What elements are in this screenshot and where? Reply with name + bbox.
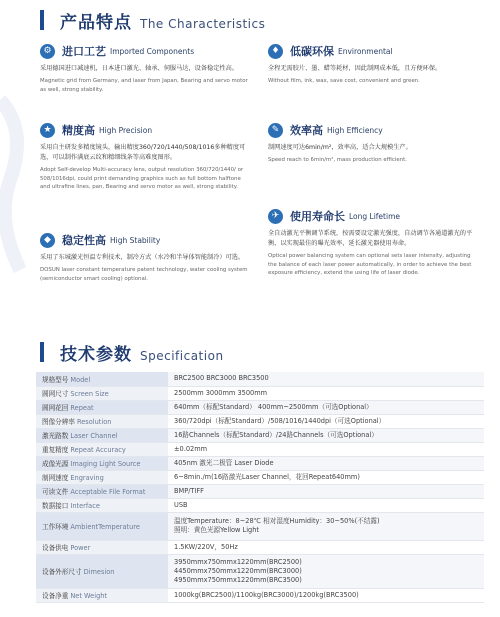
spec-value: 温度Temperature：8~28℃ 相对湿度Humidity：30~50%(不结露) 照明：黄色光源Yellow Light — [168, 512, 484, 540]
feature-lifetime — [268, 208, 478, 278]
spec-value: 6~8min./m(16路激光Laser Channel，花回Repeat640mm) — [168, 470, 484, 484]
spec-key-en: Interface — [70, 502, 100, 510]
spec-row — [36, 484, 484, 498]
spec-key-en: Power — [70, 544, 91, 552]
diamond-icon: ♦ — [268, 44, 283, 59]
spec-value: 405nm 激光二极管 Laser Diode — [168, 456, 484, 470]
specification-table — [36, 372, 484, 603]
spec-key-en: Net Weight — [70, 592, 108, 600]
spec-value: USB — [168, 498, 484, 512]
spec-row — [36, 512, 484, 540]
spec-row — [36, 498, 484, 512]
characteristics-title: 产品特点 — [60, 13, 132, 33]
spec-key — [36, 470, 168, 484]
feature-description: 制网速度可达6min/m²，效率高，适合大规模生产。 — [268, 144, 412, 151]
specification-subtitle: Specification — [140, 349, 224, 363]
spec-key-en: Repeat — [70, 404, 94, 412]
spec-key-en: Resolution — [76, 418, 112, 426]
spec-key-en: AmbientTemperature — [70, 523, 140, 531]
spec-key-zh: 规格型号 — [42, 375, 69, 384]
feature-stability — [40, 232, 252, 283]
spec-value: 3950mmx750mmx1220mm(BRC2500) 4450mmx750mmx1220mm(BRC3000) 4950mmx750mmx1220mm(BRC3500) — [168, 554, 484, 588]
feature-description-en: Magnetic grid from Germany, and laser from Japan, Bearing and servo motor as well, strong stability. — [40, 78, 248, 93]
spec-key-en: Dimesion — [83, 568, 115, 576]
specification-header — [40, 340, 224, 365]
spec-key — [36, 512, 168, 540]
specification-title: 技术参数 — [60, 345, 132, 365]
spec-key — [36, 498, 168, 512]
spec-row — [36, 554, 484, 588]
feature-description: 全自动激光平衡调节系统，按需要设定激光强度，自动调节各通道激光的平衡，以实现最佳的曝光效率，延长激光器使用寿命。 — [268, 230, 473, 247]
plane-icon: ✈ — [268, 209, 283, 224]
spec-key-zh: 设备外形尺寸 — [42, 568, 82, 576]
feature-description-en: DOSUN laser constant temperature patent technology, water cooling system (semiconductor smart cooling) optional. — [40, 267, 248, 282]
spec-key — [36, 540, 168, 554]
spec-key-en: Repeat Accuracy — [70, 446, 126, 454]
section-bar — [40, 342, 44, 362]
spec-key-zh: 设备供电 — [42, 544, 69, 552]
spec-row — [36, 400, 484, 414]
spec-key-zh: 激光路数 — [42, 432, 69, 440]
feature-description: 采用德国进口减速机，日本进口激光、轴承、伺服马达，设备稳定性高。 — [40, 65, 238, 72]
spec-row — [36, 372, 484, 386]
spec-row — [36, 414, 484, 428]
feature-title: 使用寿命长 — [290, 210, 345, 223]
spec-key-en: Screen Size — [70, 390, 109, 398]
section-bar — [40, 10, 44, 30]
spec-value: 2500mm 3000mm 3500mm — [168, 386, 484, 400]
spec-row — [36, 588, 484, 602]
spec-key — [36, 372, 168, 386]
feature-description: 采用了东城激光恒温专利技术，制冷方式（水冷和半导体智能制冷）可选。 — [40, 254, 245, 261]
feature-title: 稳定性高 — [62, 234, 106, 247]
spec-row — [36, 442, 484, 456]
spec-key-zh: 制网速度 — [42, 474, 69, 482]
feature-title-en: High Efficiency — [327, 125, 383, 135]
spec-key — [36, 442, 168, 456]
feature-environmental — [268, 43, 478, 86]
feature-description-en: Without film, ink, wax, save cost, convenient and green. — [268, 78, 420, 84]
spec-value: 1000kg(BRC2500)/1100kg(BRC3000)/1200kg(BRC3500) — [168, 588, 484, 602]
spec-value: BMP/TIFF — [168, 484, 484, 498]
spec-key-zh: 可读文件 — [42, 488, 69, 496]
spec-key-en: Laser Channel — [70, 432, 118, 440]
characteristics-header — [40, 8, 265, 33]
spec-key — [36, 456, 168, 470]
feature-description-en: Speed reach to 6min/m², mass production efficient. — [268, 157, 407, 163]
feature-description: 采用自主研发多精度镜头，输出精度360/720/1440/508/1016多种精度可选，可以制作满底云纹和精细线条等高难度图形。 — [40, 144, 246, 161]
characteristics-subtitle: The Characteristics — [140, 17, 266, 31]
spec-key — [36, 414, 168, 428]
feature-title-en: High Stability — [110, 235, 161, 245]
spec-row — [36, 386, 484, 400]
spec-value: 16路Channels（标配Standard）/24路Channels（可选Optional） — [168, 428, 484, 442]
spec-value: 640mm（标配Standard） 400mm~2500mm（可选Optional） — [168, 400, 484, 414]
feature-title-en: Long Lifetime — [349, 211, 400, 221]
feature-description-en: Optical power balancing system can optional sets laser intensity, adjusting the balance of each laser power automatically, in order to achieve the best exposure efficiency, extend the using life of laser diode. — [268, 253, 472, 277]
feature-description-en: Adopt Self-develop Multi-accuracy lens, output resolution 360/720/1440/ or 508/1016dpi, could print demanding graphics such as full bottom halftone and ultrafine lines, pan, Bearing and servo motor as well, strong stability. — [40, 167, 244, 191]
star-icon: ★ — [40, 123, 55, 138]
feature-imported — [40, 43, 252, 94]
spec-key-en: Imaging Light Source — [70, 460, 141, 468]
spec-row — [36, 470, 484, 484]
spec-key-zh: 圆网花回 — [42, 404, 69, 412]
gear-icon: ⚙ — [40, 44, 55, 59]
wrench-icon: ✎ — [268, 123, 283, 138]
spec-key-zh: 数据接口 — [42, 502, 69, 510]
spec-key — [36, 386, 168, 400]
feature-title-en: Imported Components — [110, 46, 195, 56]
spec-value: 360/720dpi（标配Standard）/508/1016/1440dpi（可选Optional） — [168, 414, 484, 428]
feature-description: 全程无需胶片、墨、蜡等耗材，因此制网成本低，且方便环保。 — [268, 65, 442, 72]
spec-key-zh: 工作环境 — [42, 523, 69, 531]
feature-title: 效率高 — [290, 124, 323, 137]
shield-icon: ◆ — [40, 233, 55, 248]
spec-key — [36, 428, 168, 442]
spec-value: BRC2500 BRC3000 BRC3500 — [168, 372, 484, 386]
spec-key-en: Acceptable File Format — [70, 488, 146, 496]
feature-title-en: High Precision — [99, 125, 153, 135]
spec-row — [36, 456, 484, 470]
spec-row — [36, 540, 484, 554]
spec-key — [36, 554, 168, 588]
spec-key-zh: 设备净重 — [42, 592, 69, 600]
spec-key-zh: 图像分辨率 — [42, 418, 75, 426]
spec-value: ±0.02mm — [168, 442, 484, 456]
spec-key — [36, 588, 168, 602]
feature-title-en: Environmental — [338, 46, 393, 56]
spec-value: 1.5KW/220V，50Hz — [168, 540, 484, 554]
spec-key-en: Engraving — [70, 474, 104, 482]
spec-key-zh: 成像光源 — [42, 460, 69, 468]
spec-key — [36, 484, 168, 498]
feature-title: 低碳环保 — [290, 45, 334, 58]
feature-efficiency — [268, 122, 478, 165]
spec-key-zh: 重复精度 — [42, 446, 69, 454]
spec-key-zh: 圆网尺寸 — [42, 390, 69, 398]
spec-key-en: Model — [70, 375, 91, 384]
background-decoration — [0, 70, 32, 310]
feature-precision — [40, 122, 252, 192]
feature-title: 精度高 — [62, 124, 95, 137]
spec-key — [36, 400, 168, 414]
feature-title: 进口工艺 — [62, 45, 106, 58]
spec-row — [36, 428, 484, 442]
